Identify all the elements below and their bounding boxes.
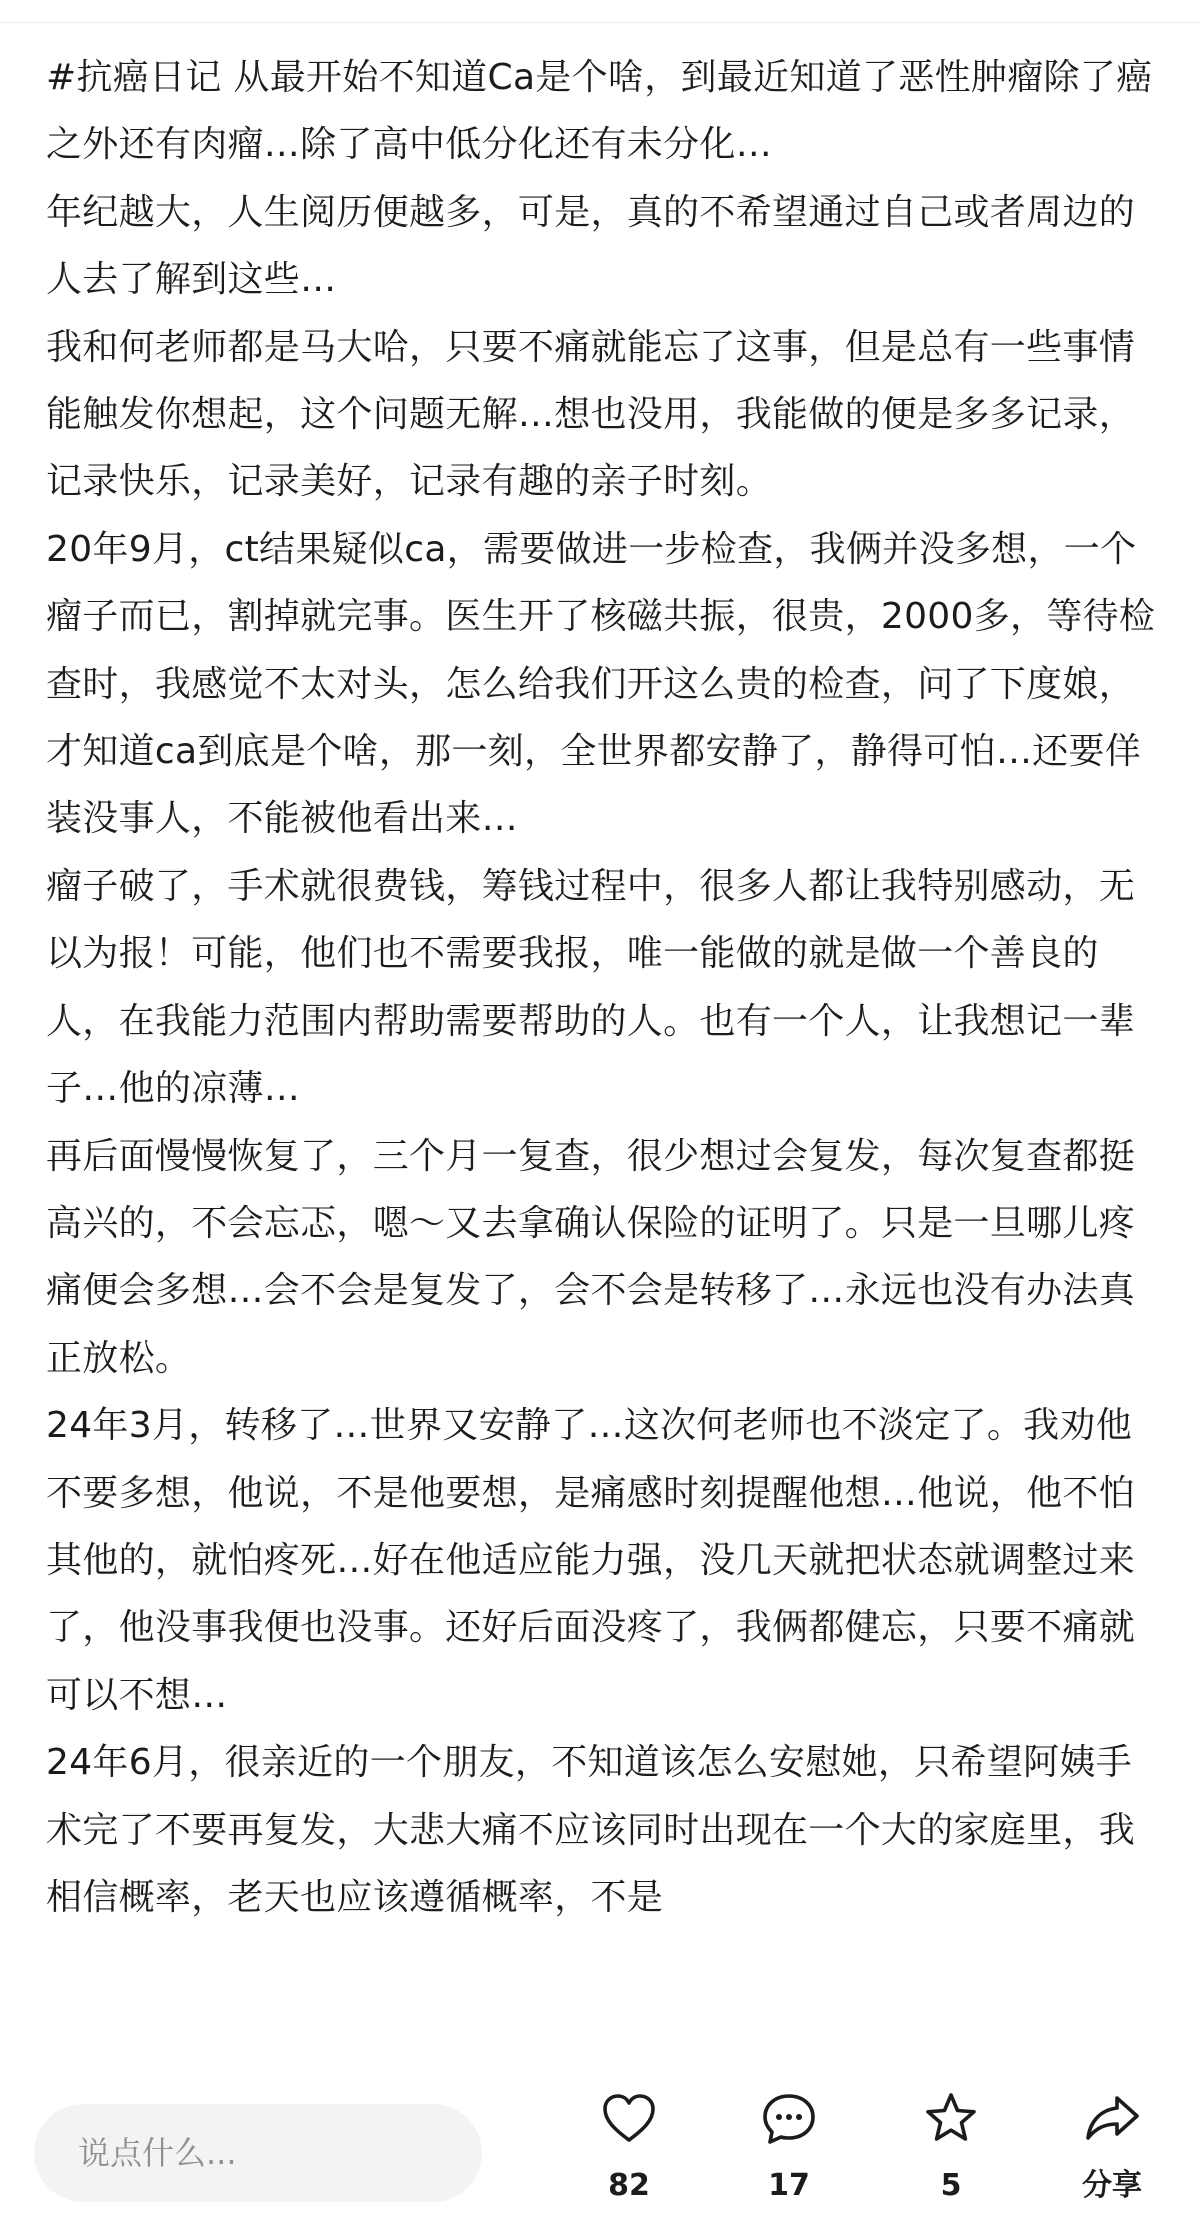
- comment-bubble-icon: [760, 2090, 818, 2148]
- bottom-action-bar: [0, 2074, 1200, 2213]
- article-paragraph: 再后面慢慢恢复了，三个月一复查，很少想过会复发，每次复查都挺高兴的，不会忘忑，嗯～又去拿确认保险的证明了。只是一旦哪儿疼痛便会多想…会不会是复发了，会不会是转移了…永远也没有办法真正放松。: [46, 1135, 1136, 1379]
- comment-count: 17: [768, 2168, 810, 2203]
- like-count: 82: [608, 2168, 650, 2203]
- star-icon: [922, 2090, 980, 2148]
- article-paragraph: 年纪越大，人生阅历便越多，可是，真的不希望通过自己或者周边的人去了解到这些…: [46, 191, 1136, 301]
- article-paragraph: #抗癌日记 从最开始不知道Ca是个啥，到最近知道了恶性肿瘤除了癌之外还有肉瘤…除了高中低分化还有未分化…: [46, 57, 1153, 166]
- collect-count: 5: [940, 2168, 962, 2203]
- top-divider: [0, 22, 1200, 23]
- share-arrow-icon: [1083, 2090, 1141, 2148]
- article-paragraph: 20年9月，ct结果疑似ca，需要做进一步检查，我俩并没多想，一个瘤子而已，割掉就完事。医生开了核磁共振，很贵，2000多，等待检查时，我感觉不太对头，怎么给我们开这么贵的检查，问了下度娘，才知道ca到底是个啥，那一刻，全世界都安静了，静得可怕…还要佯装没事人，不能被他看出来…: [46, 528, 1156, 840]
- article-body: [46, 44, 1161, 2074]
- article-paragraph: 24年6月，很亲近的一个朋友，不知道该怎么安慰她，只希望阿姨手术完了不要再复发，大悲大痛不应该同时出现在一个大的家庭里，我相信概率，老天也应该遵循概率，不是: [46, 1742, 1136, 1918]
- comment-button[interactable]: [734, 2090, 844, 2210]
- comment-input[interactable]: [34, 2104, 482, 2202]
- like-button[interactable]: [574, 2090, 684, 2210]
- collect-button[interactable]: [896, 2090, 1006, 2210]
- heart-icon: [600, 2090, 658, 2148]
- comment-placeholder: 说点什么...: [78, 2134, 237, 2172]
- article-paragraph: 我和何老师都是马大哈，只要不痛就能忘了这事，但是总有一些事情能触发你想起，这个问题无解…想也没用，我能做的便是多多记录，记录快乐，记录美好，记录有趣的亲子时刻。: [46, 326, 1136, 503]
- article-paragraph: 瘤子破了，手术就很费钱，筹钱过程中，很多人都让我特别感动，无以为报！可能，他们也不需要我报，唯一能做的就是做一个善良的人，在我能力范围内帮助需要帮助的人。也有一个人，让我想记一辈子…他的凉薄…: [46, 865, 1136, 1110]
- article-paragraph: 24年3月，转移了…世界又安静了…这次何老师也不淡定了。我劝他不要多想，他说，不是他要想，是痛感时刻提醒他想…他说，他不怕其他的，就怕疼死…好在他适应能力强，没几天就把状态就调整过来了，他没事我便也没事。还好后面没疼了，我俩都健忘，只要不痛就可以不想…: [46, 1405, 1136, 1716]
- share-button[interactable]: [1057, 2090, 1167, 2210]
- share-label: 分享: [1082, 2168, 1142, 2203]
